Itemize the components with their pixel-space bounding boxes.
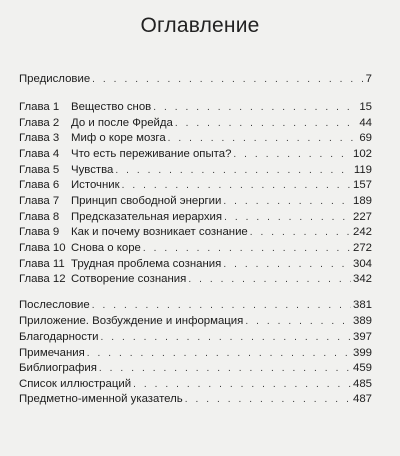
leader-dots — [99, 363, 351, 375]
entry-page: 102 — [352, 148, 372, 160]
leader-dots — [101, 332, 351, 344]
toc-entry-chapter — [19, 178, 372, 192]
leader-dots — [87, 348, 351, 360]
leader-dots — [224, 212, 351, 224]
entry-page: 485 — [352, 378, 372, 390]
toc-entry-backmatter — [19, 346, 372, 360]
page-title: Оглавление — [140, 14, 260, 37]
chapter-title: До и после Фрейда — [71, 117, 173, 129]
leader-dots — [115, 165, 351, 177]
entry-page: 227 — [352, 211, 372, 223]
entry-page: 397 — [352, 331, 372, 343]
leader-dots — [188, 274, 351, 286]
chapter-title: Источник — [71, 179, 120, 191]
chapter-title: Миф о коре мозга — [71, 132, 166, 144]
entry-label: Благодарности — [19, 331, 99, 343]
chapter-number: Глава 6 — [19, 179, 60, 191]
entry-label: Библиография — [19, 362, 97, 374]
chapter-title: Принцип свободной энергии — [71, 195, 222, 207]
leader-dots — [168, 133, 358, 145]
entry-page: 7 — [365, 73, 372, 85]
entry-page: 342 — [352, 273, 372, 285]
entry-page: 119 — [353, 164, 372, 176]
leader-dots — [233, 149, 351, 161]
entry-page: 459 — [352, 362, 372, 374]
chapter-title: Чувства — [71, 164, 114, 176]
entry-page: 15 — [359, 101, 372, 113]
toc-entry-backmatter — [19, 298, 372, 312]
leader-dots — [143, 243, 351, 255]
chapter-number: Глава 11 — [19, 258, 65, 270]
leader-dots — [175, 118, 357, 130]
entry-page: 69 — [359, 132, 372, 144]
toc-entry-preface — [19, 72, 372, 86]
entry-page: 157 — [352, 179, 372, 191]
chapter-number: Глава 5 — [19, 164, 60, 176]
leader-dots — [223, 259, 351, 271]
chapter-title: Вещество снов — [71, 101, 152, 113]
entry-page: 272 — [352, 242, 372, 254]
entry-label: Предметно-именной указатель — [19, 393, 183, 405]
leader-dots — [92, 300, 351, 312]
chapter-title: Предсказательная иерархия — [71, 211, 223, 223]
toc-entry-backmatter — [19, 377, 372, 391]
chapter-number: Глава 3 — [19, 132, 60, 144]
toc-entry-chapter — [19, 257, 372, 271]
entry-page: 381 — [352, 299, 372, 311]
leader-dots — [245, 316, 351, 328]
chapter-number: Глава 1 — [19, 101, 60, 113]
leader-dots — [122, 180, 351, 192]
chapter-title: Как и почему возникает сознание — [71, 226, 248, 238]
entry-label: Список иллюстраций — [19, 378, 132, 390]
chapter-number: Глава 8 — [19, 211, 60, 223]
toc-entry-chapter — [19, 147, 372, 161]
toc-entry-backmatter — [19, 361, 372, 375]
entry-page: 487 — [352, 393, 372, 405]
chapter-number: Глава 7 — [19, 195, 60, 207]
chapter-number: Глава 4 — [19, 148, 60, 160]
leader-dots — [153, 102, 357, 114]
chapter-title: Сотворение сознания — [71, 273, 187, 285]
toc-entry-chapter — [19, 100, 372, 114]
chapter-number: Глава 2 — [19, 117, 60, 129]
chapter-number: Глава 9 — [19, 226, 60, 238]
toc-entry-chapter — [19, 241, 372, 255]
toc-entry-chapter — [19, 116, 372, 130]
toc-entry-backmatter — [19, 314, 372, 328]
leader-dots — [133, 379, 351, 391]
entry-label: Предисловие — [19, 73, 91, 85]
entry-label: Послесловие — [19, 299, 90, 311]
entry-page: 389 — [352, 315, 372, 327]
leader-dots — [185, 394, 351, 406]
entry-page: 304 — [352, 258, 372, 270]
entry-page: 189 — [352, 195, 372, 207]
toc-entry-chapter — [19, 272, 372, 286]
toc-entry-chapter — [19, 163, 372, 177]
leader-dots — [223, 196, 351, 208]
toc-entry-chapter — [19, 225, 372, 239]
chapter-title: Снова о коре — [71, 242, 141, 254]
chapter-title: Что есть переживание опыта? — [71, 148, 232, 160]
entry-page: 44 — [359, 117, 372, 129]
toc-entry-backmatter — [19, 392, 372, 406]
entry-label: Примечания — [19, 347, 85, 359]
entry-label: Приложение. Возбуждение и информация — [19, 315, 244, 327]
entry-page: 399 — [352, 347, 372, 359]
chapter-number: Глава 10 — [19, 242, 66, 254]
leader-dots — [250, 227, 351, 239]
chapter-title: Трудная проблема сознания — [71, 258, 222, 270]
toc-entry-chapter — [19, 210, 372, 224]
chapter-number: Глава 12 — [19, 273, 66, 285]
toc-entry-chapter — [19, 194, 372, 208]
entry-page: 242 — [352, 226, 372, 238]
toc-entry-backmatter — [19, 330, 372, 344]
toc-entry-chapter — [19, 131, 372, 145]
leader-dots — [92, 74, 363, 86]
